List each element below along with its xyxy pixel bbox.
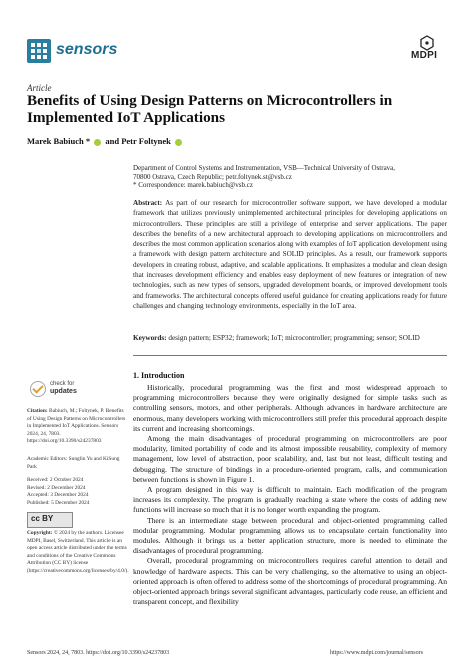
keywords xyxy=(133,333,447,343)
author-2[interactable]: and Petr Foltynek xyxy=(105,136,171,146)
affiliation xyxy=(133,164,433,181)
keywords-text: design pattern; ESP32; framework; IoT; microcontroller; programming; sensor; SOLID xyxy=(168,334,420,342)
check-line-2: updates xyxy=(50,388,77,395)
copyright-text: © 2024 by the authors. Licensee MDPI, Basel, Switzerland. This article is an open access article distributed under the terms and conditions of the Creative Commons Attribution (CC BY) license (https://creativecommons.org/licenses/by/4.0/). xyxy=(27,530,129,574)
check-for-updates-badge[interactable] xyxy=(30,381,110,401)
footer-journal-link[interactable]: https://www.mdpi.com/journal/sensors xyxy=(330,650,423,656)
paragraph: Overall, procedural programming on microcontrollers requires careful attention to detail and knowledge of hardware aspects. This can be very challenging, so the alternative to using an object-oriented approach is often offered to address some of the shortcomings of procedural programming. An object-oriented approach brings several significant advantages, particularly code reuse, an efficient and transparent concept, and flexibility xyxy=(133,556,447,607)
abstract xyxy=(133,198,447,311)
keywords-label: Keywords: xyxy=(133,334,167,342)
copyright xyxy=(27,530,127,576)
author-1[interactable]: Marek Babiuch * xyxy=(27,136,91,146)
publisher-name: MDPI xyxy=(411,50,438,61)
date-accepted: Accepted: 3 December 2024 xyxy=(27,492,89,499)
dates xyxy=(27,477,127,507)
orcid-icon[interactable] xyxy=(94,139,101,146)
orcid-icon[interactable] xyxy=(175,139,182,146)
date-published: Published: 5 December 2024 xyxy=(27,499,90,506)
journal-logo-icon xyxy=(27,39,51,63)
cc-badge-text: cc BY xyxy=(31,514,54,523)
paragraph: There is an intermediate stage between procedural and object-oriented programming called modular programming. Modular programming allows us to encapsulate certain functionality into modules. Although it brings us a better application structure, more is needed to eliminate the disadvantages of procedural programming. xyxy=(133,515,447,556)
citation-label: Citation: xyxy=(27,408,48,414)
affiliation-line-2: 70800 Ostrava, Czech Republic; petr.foltynek.st@vsb.cz xyxy=(133,172,292,181)
article-type: Article xyxy=(27,83,52,93)
editor-text: Sunglin Yu and KiSung Park xyxy=(27,456,120,470)
check-for-updates-icon xyxy=(30,381,46,397)
editor-label: Academic Editors: xyxy=(27,456,68,462)
copyright-label: Copyright: xyxy=(27,530,53,536)
check-line-1: check for xyxy=(50,381,75,387)
abstract-label: Abstract: xyxy=(133,199,163,207)
paragraph: A program designed in this way is difficult to maintain. Each modification of the program increases its complexity. The program is gradually reaching a state where the costs of adding new functions will increase so much that it is no longer worth expanding the program. xyxy=(133,485,447,515)
author-list xyxy=(27,136,184,146)
date-revised: Revised: 2 December 2024 xyxy=(27,484,86,491)
introduction-body xyxy=(133,383,447,607)
correspondence: * Correspondence: marek.babiuch@vsb.cz xyxy=(133,181,253,189)
mdpi-hex-icon xyxy=(407,35,447,51)
affiliation-line-1: Department of Control Systems and Instrumentation, VSB—Technical University of Ostrava, xyxy=(133,164,396,172)
divider xyxy=(133,355,447,356)
cc-license-badge[interactable] xyxy=(27,512,73,528)
paragraph: Historically, procedural programming was the first and most widespread approach to programming microcontrollers because they were originally designed for simple tasks such as controlling sensors, motors, and other peripherals. Although advances in hardware architecture are enormous, many developers working with microcontrollers still prefer this procedural approach despite its current and increasing shortcomings. xyxy=(133,383,447,433)
date-received: Received: 2 October 2024 xyxy=(27,477,84,483)
journal-name[interactable]: sensors xyxy=(56,41,118,58)
paragraph: Among the main disadvantages of procedural programming on microcontrollers are poor modularity, limited portability of code and its almost impossible reusability, complexity of memory management, low level of abstraction, poor scalability, and, last but not least, difficult testing and debugging. The structure of bindings in a procedure-oriented program, calls, and communication between functions is shown in Figure 1. xyxy=(133,434,447,484)
section-heading: 1. Introduction xyxy=(133,371,185,380)
mdpi-logo[interactable] xyxy=(407,35,447,65)
footer-citation[interactable]: Sensors 2024, 24, 7803. https://doi.org/10.3390/s24237803 xyxy=(27,650,170,656)
article-title: Benefits of Using Design Patterns on Microcontrollers in Implemented IoT Applications xyxy=(27,92,393,126)
citation-text[interactable]: Babiuch, M.; Foltynek, P. Benefits of Using Design Patterns on Microcontrollers in Implemented IoT Applications. Sensors 2024, 24, 7803. https://doi.org/10.3390/s24237803 xyxy=(27,408,126,445)
citation xyxy=(27,408,127,446)
abstract-text: As part of our research for microcontroller software support, we have developed a modular framework that utilizes previously unimplemented architectural principles for developing applications on microcontrollers. These principles are still a privilege of enterprise and server applications. The paper describes the benefits of a new architectural approach to developing applications on microcontrollers and describes the most common application scenarios along with examples of IoT application development using a framework with design pattern architecture and SOLID principles. As a result, our framework supports developers in creating robust, adaptive, and scalable applications. It emphasizes a modular and clean design that increases development efficiency and enables easy deployment of new features or integration of new technologies, such as new types of sensors, upgraded development boards, or improved development tools and frameworks. The architectural concepts offered useful guidance for creating applications ready for future challenges and changing technology environments, especially in the IoT area. xyxy=(133,199,447,310)
academic-editors xyxy=(27,456,127,471)
